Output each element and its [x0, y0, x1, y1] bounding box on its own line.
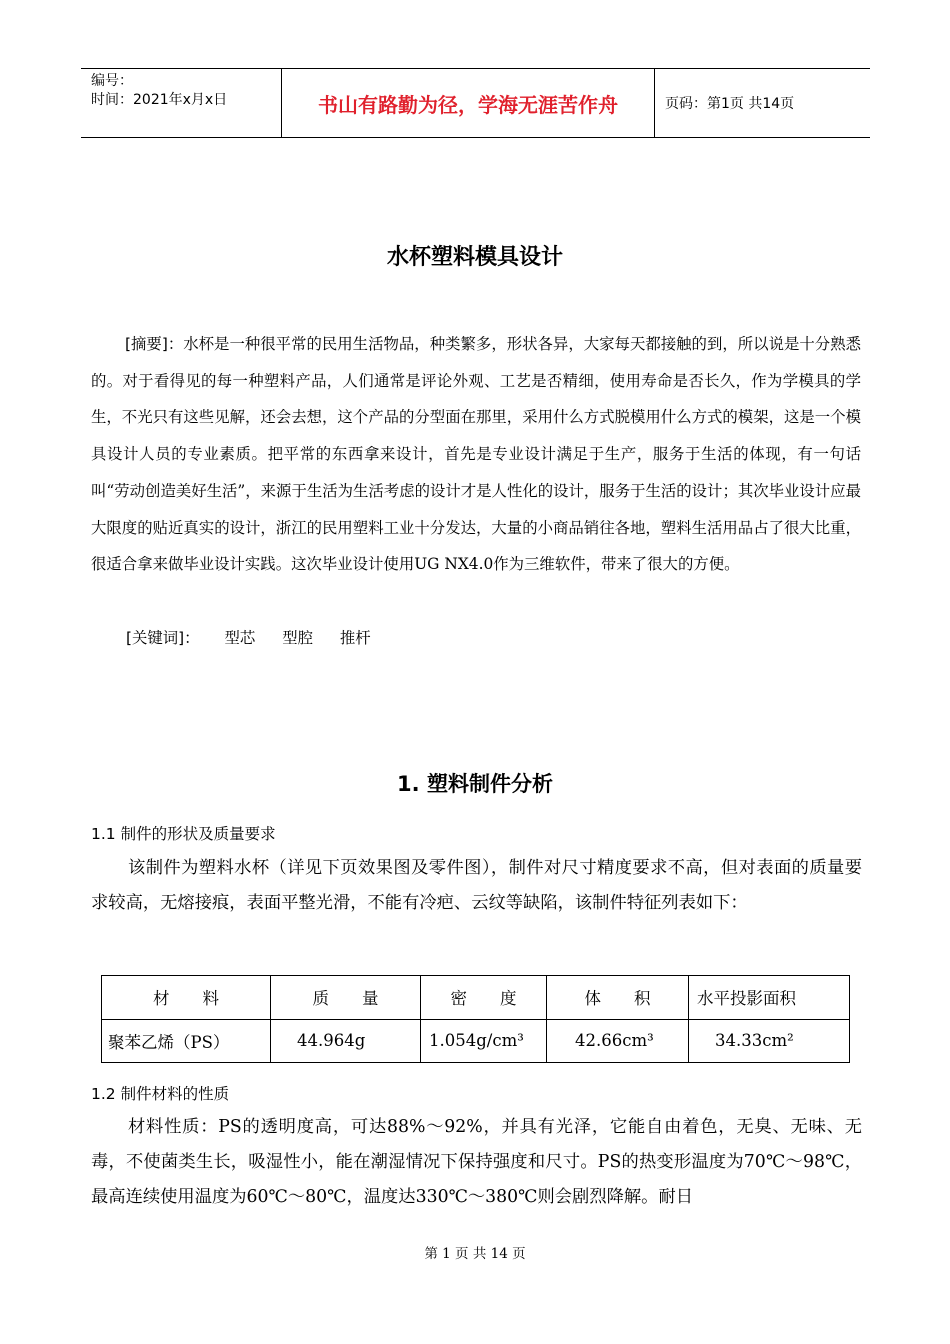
- table-header-cell: 材 料: [102, 976, 271, 1020]
- table-cell: 44.964g: [271, 1019, 421, 1063]
- page-header: [81, 68, 870, 138]
- table-header-cell: 体 积: [547, 976, 689, 1020]
- table-cell: 42.66cm³: [547, 1019, 689, 1063]
- abstract-text: 水杯是一种很平常的民用生活物品，种类繁多，形状各异，大家每天都接触的到，所以说是十分熟悉的。对于看得见的每一种塑料产品，人们通常是评论外观、工艺是否精细，使用寿命是否长久，作为学模具的学生，不光只有这些见解，还会去想，这个产品的分型面在那里，采用什么方式脱模用什么方式的模架，这是一个模具设计人员的专业素质。把平常的东西拿来设计，首先是专业设计满足于生产，服务于生活的体现，有一句话叫“劳动创造美好生活”，来源于生活为生活考虑的设计才是人性化的设计，服务于生活的设计；其次毕业设计应最大限度的贴近真实的设计，浙江的民用塑料工业十分发达，大量的小商品销往各地，塑料生活用品占了很大比重，很适合拿来做毕业设计实践。这次毕业设计使用UG NX4.0作为三维软件，带来了很大的方便。: [91, 335, 861, 574]
- section-heading: 1. 塑料制件分析: [397, 772, 553, 796]
- header-motto: 书山有路勤为径，学海无涯苦作舟: [318, 92, 618, 117]
- header-date: 时间：2021年x月x日: [91, 92, 228, 108]
- abstract-label: [摘要]：: [125, 335, 184, 353]
- properties-table: [101, 975, 850, 1063]
- keywords-line: [126, 620, 393, 656]
- keyword-item: 型芯: [224, 629, 256, 647]
- table-header-cell: 质 量: [271, 976, 421, 1020]
- subsection-1-1-paragraph: 该制件为塑料水杯（详见下页效果图及零件图），制件对尺寸精度要求不高，但对表面的质量要求较高，无熔接痕，表面平整光滑，不能有冷疤、云纹等缺陷，该制件特征列表如下：: [91, 858, 862, 913]
- table-header-row: [102, 976, 850, 1020]
- header-page-info: 页码：第1页 共14页: [665, 96, 795, 112]
- abstract-paragraph: [91, 326, 861, 583]
- table-row: [102, 1019, 850, 1063]
- table-cell: 1.054g/cm³: [421, 1019, 547, 1063]
- subsection-heading-1-1: 1.1 制件的形状及质量要求: [91, 825, 276, 843]
- keyword-item: 型腔: [282, 629, 313, 647]
- keyword-item: 推杆: [339, 629, 371, 647]
- header-divider: [654, 69, 655, 137]
- header-number-label: 编号：: [91, 73, 133, 89]
- table-header-cell: 密 度: [421, 976, 547, 1020]
- table-cell: 聚苯乙烯（PS）: [102, 1019, 271, 1063]
- table-cell: 34.33cm²: [689, 1019, 850, 1063]
- subsection-heading-1-2: 1.2 制件材料的性质: [91, 1085, 230, 1103]
- keywords-label: [关键词]：: [126, 629, 200, 647]
- subsection-1-2-paragraph: 材料性质：PS的透明度高，可达88%～92%，并具有光泽，它能自由着色，无臭、无味、无毒，不使菌类生长，吸湿性小，能在潮湿情况下保持强度和尺寸。PS的热变形温度为70℃～98℃，最高连续使用温度为60℃～80℃，温度达330℃～380℃则会剧烈降解。耐日: [91, 1117, 862, 1207]
- page-footer: 第 1 页 共 14 页: [424, 1246, 526, 1262]
- table-header-cell: 水平投影面积: [689, 976, 850, 1020]
- document-title: 水杯塑料模具设计: [386, 245, 563, 270]
- header-meta: [81, 69, 281, 137]
